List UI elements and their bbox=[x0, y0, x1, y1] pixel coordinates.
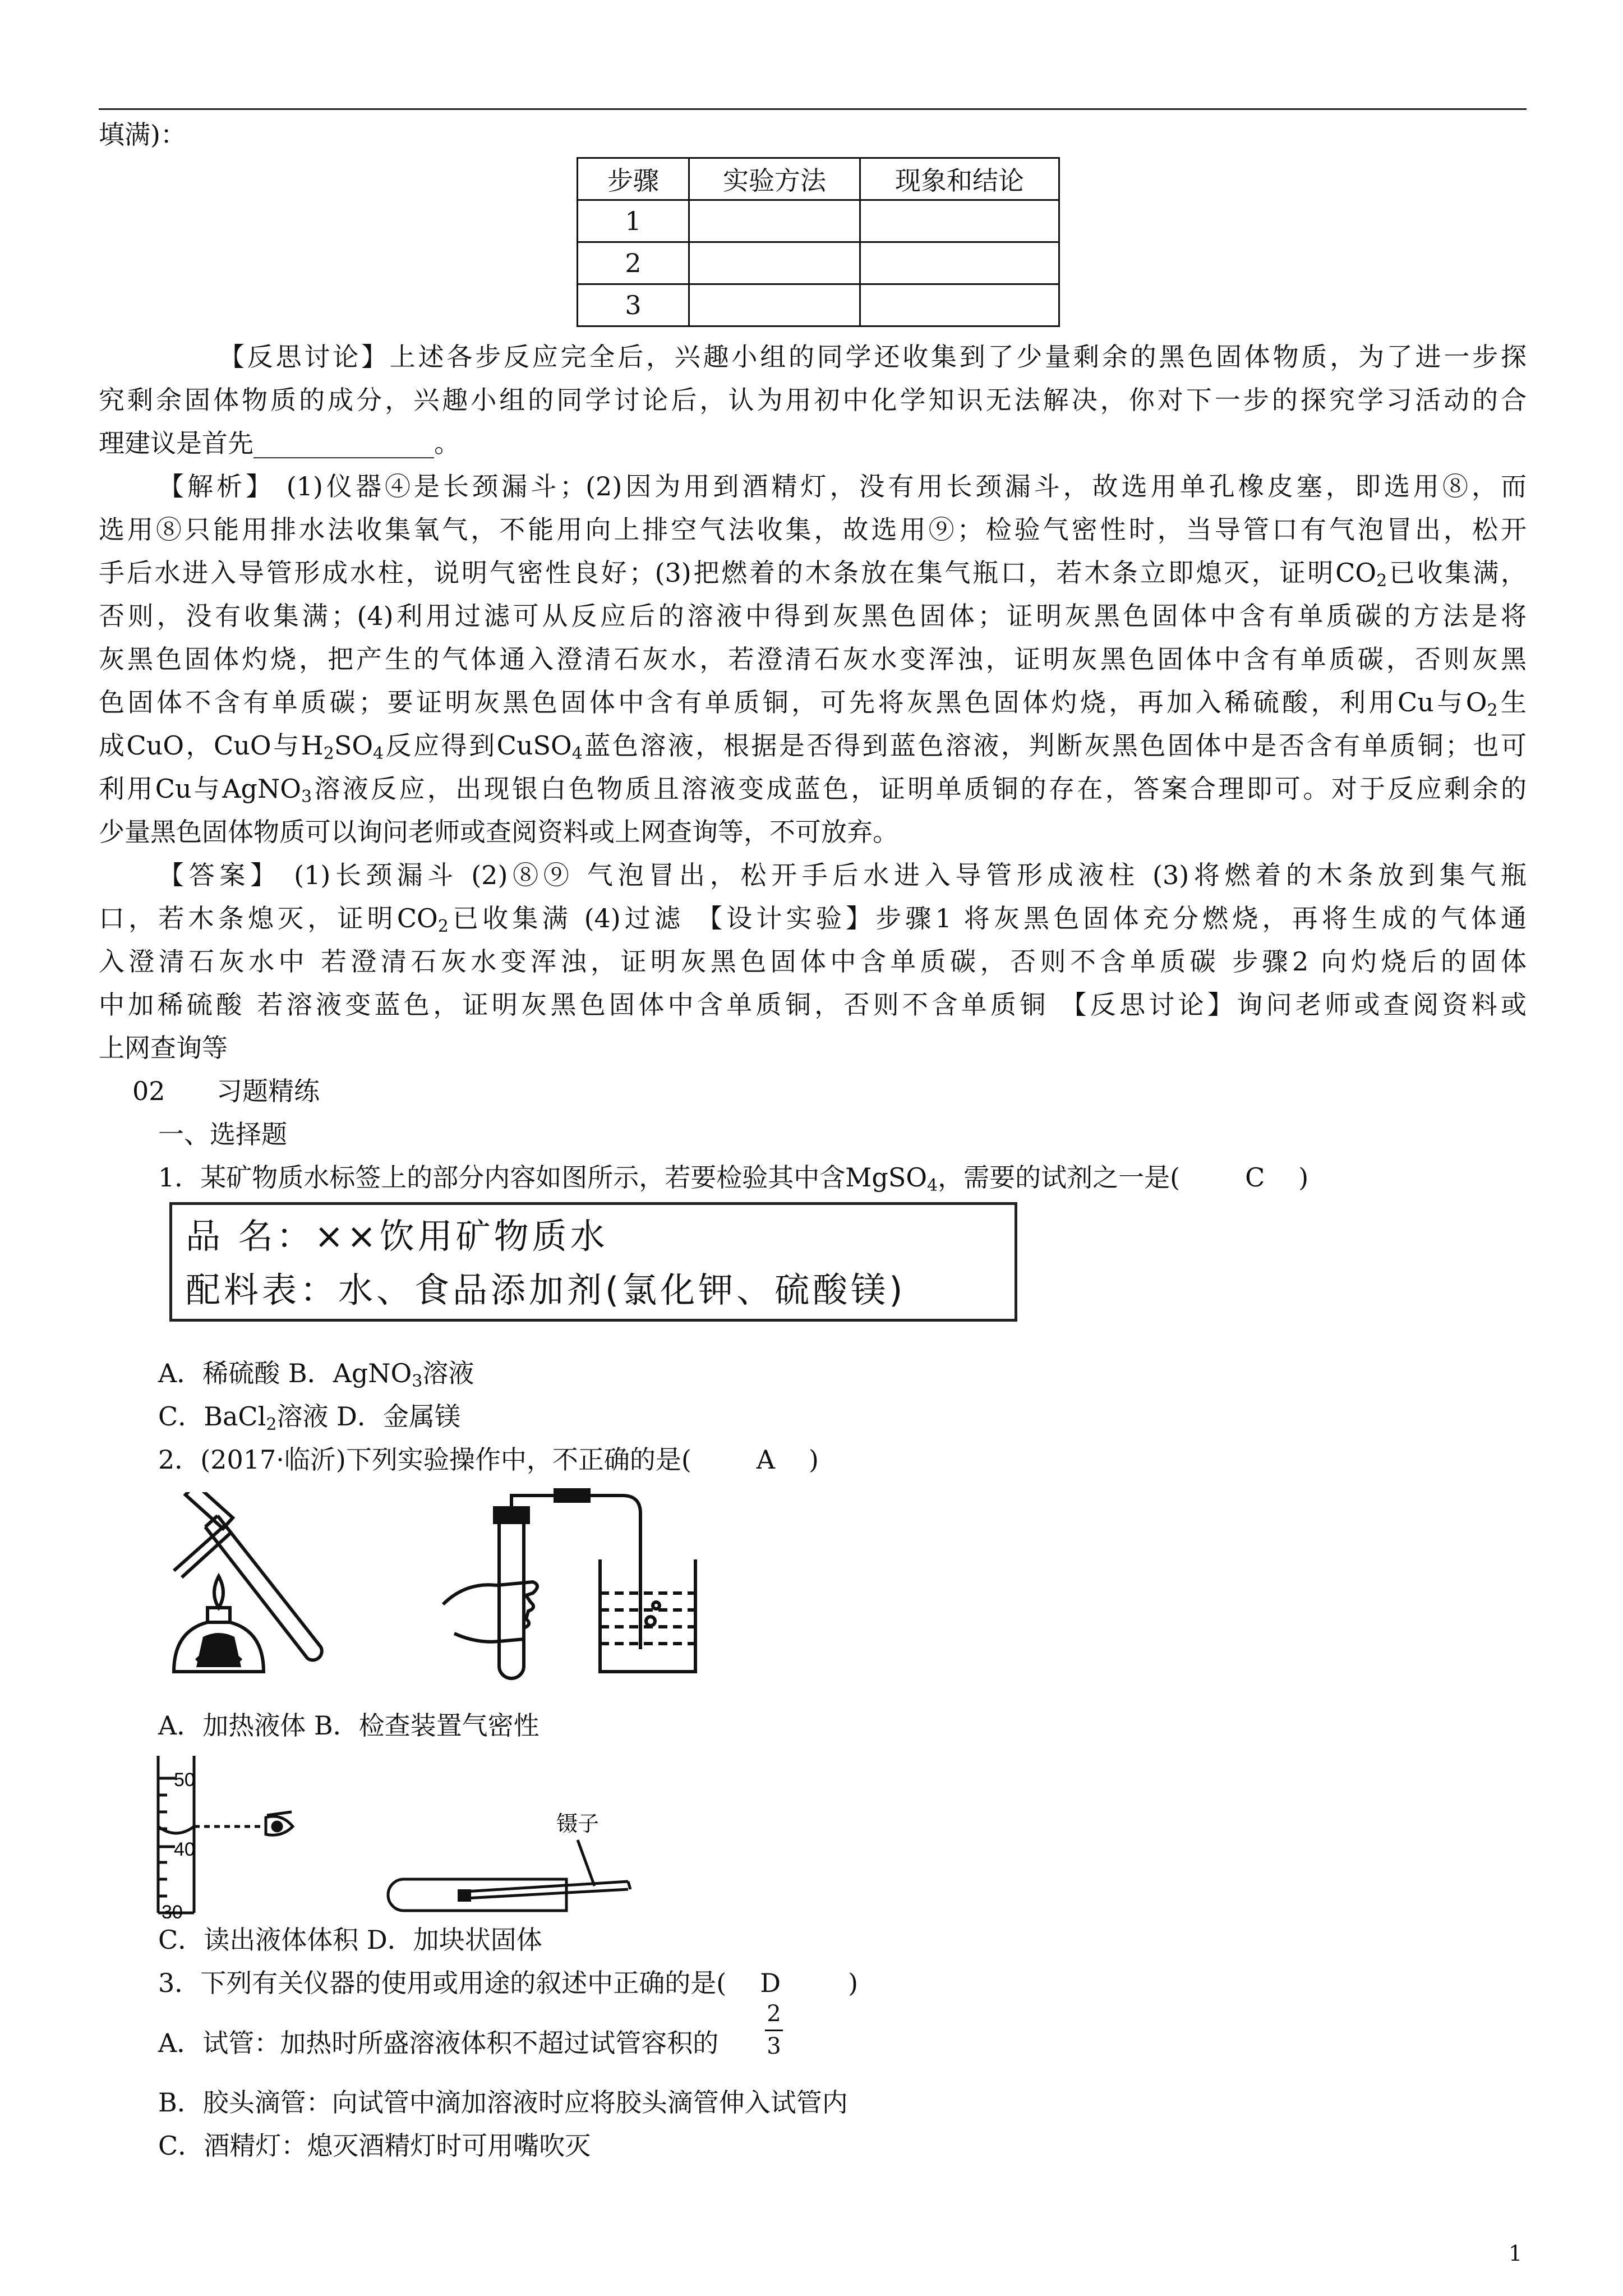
tweezers-figure bbox=[381, 1795, 639, 1924]
label-line: 配料表：水、食品添加剂(氯化钾、硫酸镁) bbox=[186, 1269, 906, 1310]
airtightness-check-figure bbox=[432, 1487, 746, 1688]
question-3-stem: 3．下列有关仪器的使用或用途的叙述中正确的是( D ) bbox=[158, 1968, 859, 1998]
reflection-line: 理建议是首先______________。 bbox=[99, 428, 460, 458]
table-header: 步骤 bbox=[578, 158, 689, 200]
question-2-stem: 2．(2017·临沂)下列实验操作中，不正确的是( A ) bbox=[158, 1444, 819, 1475]
question-1-options: C．BaCl$_2$溶液 D．金属镁 bbox=[158, 1401, 460, 1434]
heating-liquid-figure bbox=[151, 1492, 353, 1694]
section-title: 习题精练 bbox=[216, 1076, 320, 1106]
table-row bbox=[578, 242, 1059, 284]
question-1-options: A．稀硫酸 B．AgNO$_3$溶液 bbox=[158, 1358, 474, 1391]
question-3-option-b: B．胶头滴管：向试管中滴加溶液时应将胶头滴管伸入试管内 bbox=[158, 2087, 848, 2118]
fraction-bar bbox=[765, 2030, 783, 2031]
cylinder-tick-label: 40 bbox=[174, 1839, 195, 1860]
table-row bbox=[578, 284, 1059, 326]
question-3-option-a: A．试管：加热时所盛溶液体积不超过试管容积的 bbox=[158, 2028, 719, 2058]
answer-choice: D bbox=[760, 1968, 781, 1998]
header-rule bbox=[99, 108, 1527, 110]
answer-line: 上网查询等 bbox=[99, 1033, 228, 1063]
table-header: 现象和结论 bbox=[860, 158, 1059, 200]
analysis-line: 色固体不含有单质碳；要证明灰黑色固体中含有单质铜，可先将灰黑色固体灼烧，再加入稀硫酸，利用Cu与$O_2$生 bbox=[99, 687, 1527, 720]
table-cell bbox=[860, 242, 1059, 284]
mineral-water-label bbox=[169, 1202, 1017, 1322]
analysis-line: 利用Cu与AgNO$_3$溶液反应，出现银白色物质且溶液变成蓝色，证明单质铜的存在，答案合理即可。对于反应剩余的 bbox=[99, 774, 1527, 807]
label-line: 品 名：××饮用矿物质水 bbox=[186, 1216, 608, 1257]
table-header: 实验方法 bbox=[689, 158, 860, 200]
steps-table bbox=[577, 157, 1060, 327]
reflection-line: 【反思讨论】上述各步反应完全后，兴趣小组的同学还收集到了少量剩余的黑色固体物质，为了进一步探 bbox=[219, 342, 1527, 372]
table-cell bbox=[860, 284, 1059, 326]
table-cell bbox=[689, 242, 860, 284]
question-2-options-ab: A．加热液体 B．检查装置气密性 bbox=[158, 1710, 540, 1741]
fraction-numerator: 2 bbox=[767, 2001, 781, 2027]
measuring-cylinder-figure bbox=[147, 1750, 326, 1918]
section-part: 一、选择题 bbox=[158, 1119, 287, 1149]
table-cell bbox=[689, 284, 860, 326]
page-number: 1 bbox=[1509, 2241, 1523, 2266]
answer-line: 口，若木条熄灭，证明$CO_2$已收集满 (4)过滤 【设计实验】步骤1 将灰黑色固体充分燃烧，再将生成的气体通 bbox=[99, 903, 1527, 936]
answer-line: 【答案】 (1)长颈漏斗 (2)⑧⑨ 气泡冒出，松开手后水进入导管形成液柱 (3)将燃着的木条放到集气瓶 bbox=[158, 860, 1527, 890]
tweezers-label: 镊子 bbox=[556, 1811, 600, 1836]
analysis-line: 手后水进入导管形成水柱，说明气密性良好；(3)把燃着的木条放在集气瓶口，若木条立即熄灭，证明$CO_2$已收集满， bbox=[99, 558, 1527, 591]
table-cell bbox=[860, 200, 1059, 242]
table-cell: 3 bbox=[578, 284, 689, 326]
cylinder-tick-label: 50 bbox=[174, 1769, 195, 1791]
analysis-line: 否则，没有收集满；(4)利用过滤可从反应后的溶液中得到灰黑色固体；证明灰黑色固体中含有单质碳的方法是将 bbox=[99, 601, 1527, 631]
table-row bbox=[578, 200, 1059, 242]
answer-line: 中加稀硫酸 若溶液变蓝色，证明灰黑色固体中含单质铜，否则不含单质铜 【反思讨论】询问老师或查阅资料或 bbox=[99, 990, 1527, 1020]
section-number: 02 bbox=[132, 1076, 165, 1106]
top-fragment: 填满)： bbox=[99, 119, 186, 150]
analysis-line: 选用⑧只能用排水法收集氧气，不能用向上排空气法收集，故选用⑨；检验气密性时，当导管口有气泡冒出，松开 bbox=[99, 514, 1527, 545]
table-cell: 1 bbox=[578, 200, 689, 242]
question-2-options-cd: C．读出液体体积 D．加块状固体 bbox=[158, 1925, 542, 1955]
table-cell: 2 bbox=[578, 242, 689, 284]
question-1-stem: 1．某矿物质水标签上的部分内容如图所示，若要检验其中含MgSO$_4$，需要的试剂之一是( C ) bbox=[158, 1162, 1309, 1195]
analysis-line: 成CuO，CuO与$H_2SO_4$反应得到CuSO$_4$蓝色溶液，根据是否得到蓝色溶液，判断灰黑色固体中是否含有单质铜；也可 bbox=[99, 730, 1527, 763]
analysis-line: 【解析】 (1)仪器④是长颈漏斗；(2)因为用到酒精灯，没有用长颈漏斗，故选用单孔橡皮塞，即选用⑧，而 bbox=[158, 471, 1527, 501]
table-cell bbox=[689, 200, 860, 242]
fraction-denominator: 3 bbox=[767, 2033, 781, 2059]
answer-line: 入澄清石灰水中 若澄清石灰水变浑浊，证明灰黑色固体中含单质碳，否则不含单质碳 步骤2 向灼烧后的固体 bbox=[99, 946, 1527, 977]
answer-choice: A bbox=[756, 1444, 776, 1475]
answer-choice: C bbox=[1245, 1162, 1265, 1193]
analysis-line: 少量黑色固体物质可以询问老师或查阅资料或上网查询等，不可放弃。 bbox=[99, 817, 898, 847]
question-3-option-c: C．酒精灯：熄灭酒精灯时可用嘴吹灭 bbox=[158, 2131, 591, 2161]
cylinder-tick-label: 30 bbox=[162, 1902, 183, 1918]
analysis-line: 灰黑色固体灼烧，把产生的气体通入澄清石灰水，若澄清石灰水变浑浊，证明灰黑色固体中含有单质碳，否则灰黑 bbox=[99, 644, 1527, 674]
reflection-line: 究剩余固体物质的成分，兴趣小组的同学讨论后，认为用初中化学知识无法解决，你对下一步的探究学习活动的合 bbox=[99, 385, 1527, 415]
